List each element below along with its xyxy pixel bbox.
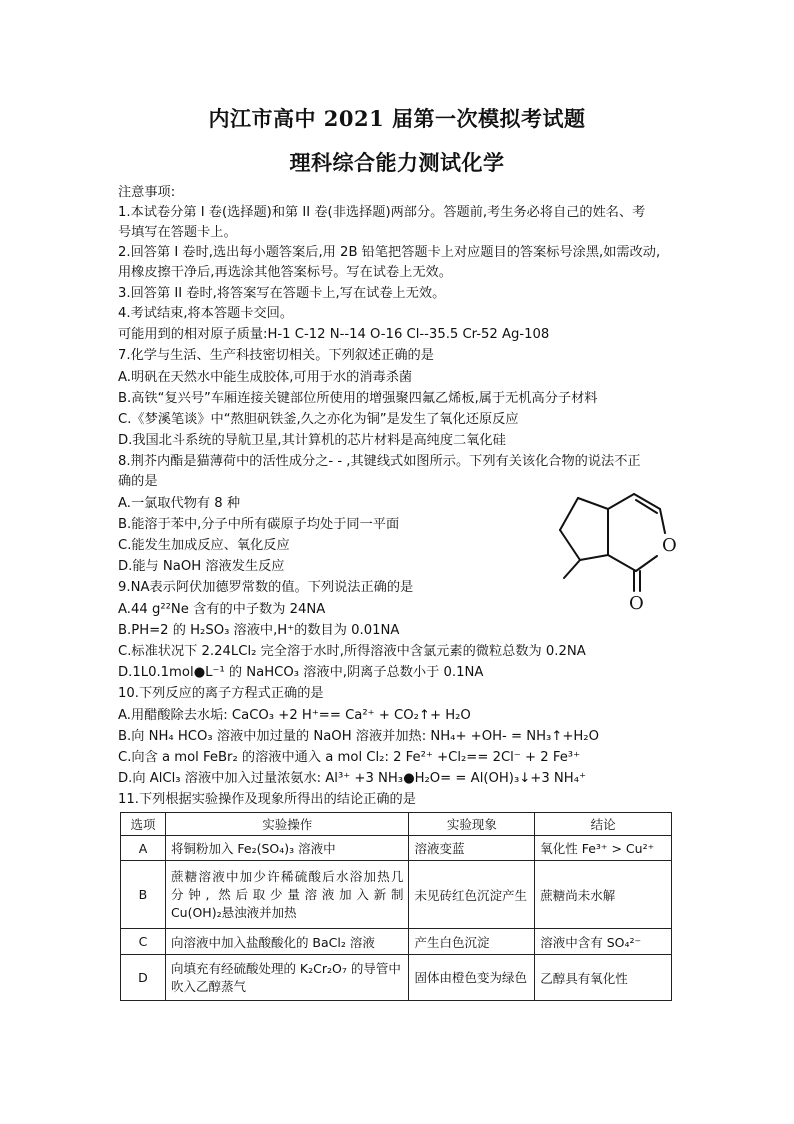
row-operation: 将铜粉加入 Fe₂(SO₄)₃ 溶液中 (165, 836, 409, 861)
question-7-option-b: B.高铁“复兴号”车厢连接关键部位所使用的增强聚四氟乙烯板,属于无机高分子材料 (118, 391, 598, 406)
notice-item-4: 4.考试结束,将本答题卡交回。 (118, 306, 294, 321)
row-conclusion: 乙醇具有氧化性 (535, 955, 672, 1001)
row-operation: 向填充有经硫酸处理的 K₂Cr₂O₇ 的导管中吹入乙醇蒸气 (165, 955, 409, 1001)
row-conclusion: 溶液中含有 SO₄²⁻ (535, 929, 672, 955)
question-7-option-c: C.《梦溪笔谈》中“熬胆矾铁釜,久之亦化为铜”是发生了氧化还原反应 (118, 412, 519, 427)
header-operation: 实验操作 (165, 813, 409, 836)
experiment-table (120, 812, 672, 1001)
row-operation-line: 分钟, 然后取少量溶液加入新制 (170, 886, 404, 902)
row-operation: 向溶液中加入盐酸酸化的 BaCl₂ 溶液 (165, 929, 409, 955)
row-operation-line: 蔗糖溶液中加少许稀硫酸后水浴加热几 (170, 868, 404, 884)
question-9-option-a: A.44 g²²Ne 含有的中子数为 24NA (118, 602, 326, 617)
notice-item-1: 1.本试卷分第 I 卷(选择题)和第 II 卷(非选择题)两部分。答题前,考生务必将自己的姓名、考 (118, 205, 646, 220)
row-conclusion: 氧化性 Fe³⁺ > Cu²⁺ (535, 836, 672, 861)
row-phenomenon: 溶液变蓝 (409, 836, 535, 861)
row-option: C (121, 929, 166, 955)
question-7-stem: 7.化学与生活、生产科技密切相关。下列叙述正确的是 (118, 348, 434, 363)
notice-item-3: 3.回答第 II 卷时,将答案写在答题卡上,写在试卷上无效。 (118, 286, 446, 301)
question-8-option-d: D.能与 NaOH 溶液发生反应 (118, 559, 285, 574)
question-8-option-b: B.能溶于苯中,分子中所有碳原子均处于同一平面 (118, 517, 400, 532)
row-phenomenon: 固体由橙色变为绿色 (409, 955, 535, 1001)
header-phenomenon: 实验现象 (409, 813, 535, 836)
question-11-stem: 11.下列根据实验操作及现象所得出的结论正确的是 (118, 792, 416, 807)
table-row (121, 836, 672, 861)
question-10-option-c: C.向含 a mol FeBr₂ 的溶液中通入 a mol Cl₂: 2 Fe²⁺ +Cl₂== 2Cl⁻ + 2 Fe³⁺ (118, 750, 581, 765)
question-10-option-a: A.用醋酸除去水垢: CaCO₃ +2 H⁺== Ca²⁺ + CO₂↑+ H₂O (118, 708, 471, 723)
header-option: 选项 (121, 813, 166, 836)
question-10-stem: 10.下列反应的离子方程式正确的是 (118, 686, 324, 701)
question-9-option-c: C.标准状况下 2.24LCl₂ 完全溶于水时,所得溶液中含氯元素的微粒总数为 0.2NA (118, 644, 586, 659)
row-phenomenon: 未见砖红色沉淀产生 (409, 861, 535, 929)
nepetalactone-structure (544, 478, 694, 613)
row-conclusion: 蔗糖尚未水解 (535, 861, 672, 929)
question-9-stem: 9.NA表示阿伏加德罗常数的值。下列说法正确的是 (118, 580, 414, 595)
question-7-option-d: D.我国北斗系统的导航卫星,其计算机的芯片材料是高纯度二氧化硅 (118, 433, 506, 448)
notice-item-1-cont: 号填写在答题卡上。 (118, 225, 237, 240)
question-8-stem: 8.荆芥内酯是猫薄荷中的活性成分之- - ,其键线式如图所示。下列有关该化合物的说法不正 (118, 454, 641, 469)
question-9-option-b: B.PH=2 的 H₂SO₃ 溶液中,H⁺的数目为 0.01NA (118, 623, 400, 638)
question-7-option-a: A.明矾在天然水中能生成胶体,可用于水的消毒杀菌 (118, 370, 413, 385)
carbonyl-oxygen-label: O (629, 593, 644, 613)
question-8-stem-cont: 确的是 (118, 474, 158, 489)
table-row (121, 955, 672, 1001)
row-option: B (121, 861, 166, 929)
table-header-row (121, 813, 672, 836)
atomic-masses: 可能用到的相对原子质量:H-1 C-12 N--14 O-16 Cl--35.5 Cr-52 Ag-108 (118, 327, 550, 342)
page-title: 内江市高中 2021 届第一次模拟考试题 (208, 106, 586, 131)
row-phenomenon: 产生白色沉淀 (409, 929, 535, 955)
notice-item-2-cont: 用橡皮擦干净后,再选涂其他答案标号。写在试卷上无效。 (118, 265, 452, 280)
row-option: D (121, 955, 166, 1001)
table-row (121, 929, 672, 955)
row-operation (165, 861, 409, 929)
row-operation-line: Cu(OH)₂悬浊液并加热 (170, 904, 297, 920)
question-10-option-b: B.向 NH₄ HCO₃ 溶液中加过量的 NaOH 溶液并加热: NH₄+ +OH- = NH₃↑+H₂O (118, 729, 599, 744)
question-9-option-d: D.1L0.1mol●L⁻¹ 的 NaHCO₃ 溶液中,阴离子总数小于 0.1NA (118, 665, 484, 680)
question-10-option-d: D.向 AlCl₃ 溶液中加入过量浓氨水: Al³⁺ +3 NH₃●H₂O= = Al(OH)₃↓+3 NH₄⁺ (118, 771, 586, 786)
header-conclusion: 结论 (535, 813, 672, 836)
notice-heading: 注意事项: (118, 185, 176, 200)
row-option: A (121, 836, 166, 861)
page-subtitle: 理科综合能力测试化学 (289, 150, 505, 175)
ring-oxygen-label: O (662, 535, 677, 556)
question-8-option-a: A.一氯取代物有 8 种 (118, 496, 241, 511)
table-row (121, 861, 672, 929)
question-8-option-c: C.能发生加成反应、氧化反应 (118, 538, 290, 553)
notice-item-2: 2.回答第 I 卷时,选出每小题答案后,用 2B 铅笔把答题卡上对应题目的答案标号涂黑,如需改动, (118, 245, 661, 260)
